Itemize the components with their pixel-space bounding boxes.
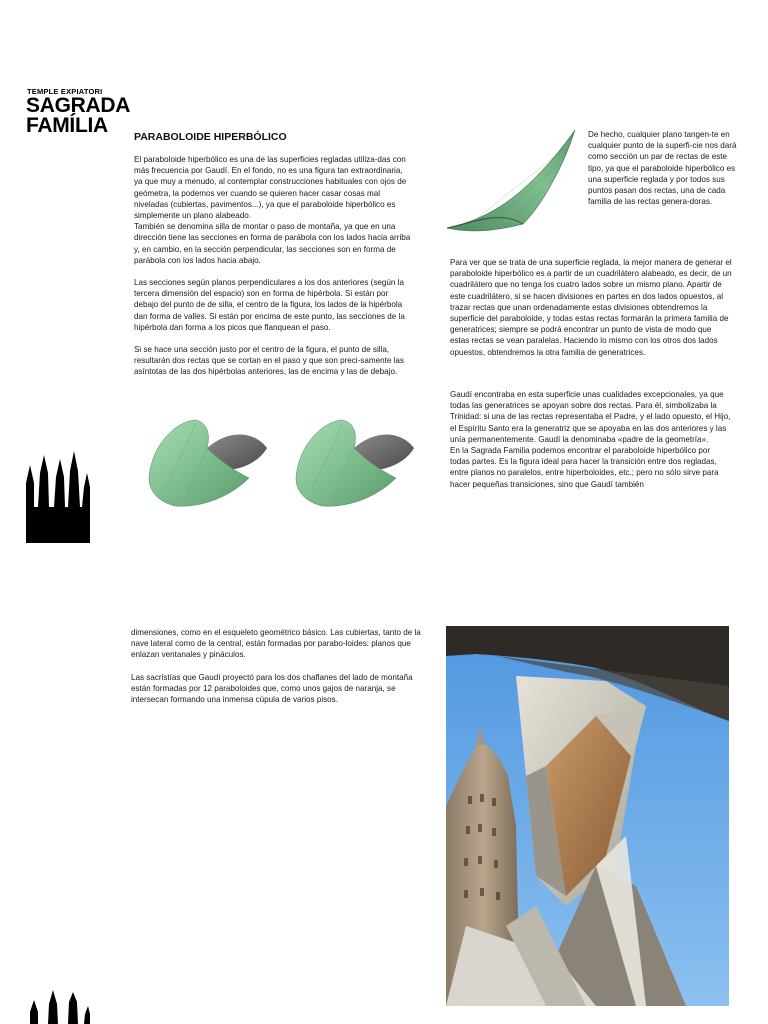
paragraph: Gaudí encontraba en esta superficie unas cualidades excepcionales, ya que todas las generatrices se apoyan sobre dos rectas. Para él, simbolizaba la Trinidad: si una de las rectas representaba el Padre, y el lado opuesto, el Hijo, el Espíritu Santo era la generatriz que se apoyaba en las dos anteriores y las unía permanentemente. Gaudí la denominaba «padre de la geometría». xyxy=(450,390,731,444)
right-column-text xyxy=(450,389,732,490)
paragraph: Las secciones según planos perpendiculares a los dos anteriores (según la tercera dimensión del espacio) son en forma de hipérbola. Si están por debajo del punto de de silla, el centro de la figura, los lados de la hipérbola dan forma de valles. Si están por encima de este punto, las secciones de la hipérbola dan forma a los picos que flanquean el paso. xyxy=(134,278,405,332)
logo-title-line2: FAMÍLIA xyxy=(26,114,108,137)
logo-title-line1: SAGRADA xyxy=(26,94,131,117)
sagrada-familia-silhouette-partial-icon xyxy=(26,990,90,1024)
bottom-column-text xyxy=(131,627,421,705)
sagrada-familia-silhouette-icon xyxy=(26,447,90,543)
paragraph: En la Sagrada Familia podemos encontrar el paraboloide hiperbólico por todas partes. Es la figura ideal para hacer la transición entre dos regladas, entre planos no paralelos, entre hiperboloides, etc.; pero no sólo sirve para hacer pequeñas transiciones, sino que Gaudí también xyxy=(450,446,719,489)
right-column-paragraph: Para ver que se trata de una superficie reglada, la mejor manera de generar el paraboloide hiperbólico es a partir de un cuadrilátero alabeado, es decir, de un cuadrilátero que no tenga los cuatro lados sobre un mismo plano. Apartir de este cuadrilátero, si se hacen divisiones en partes en dos lados opuestos, al trazar rectas que unan ordenadamente estas divisiones obtendremos la superficie del paraboloide, y todas estas rectas formarán la primera familia de generatrices; siempre se podrá encontrar un punto de vista de modo que estas rectas se vean paralelas. Haciendo lo mismo con los otros dos lados opuestos, obtendremos la otra familia de generatrices. xyxy=(450,258,732,357)
paragraph: El paraboloide hiperbólico es una de las superficies regladas utiliza-das con más frecuencia por Gaudí. En el fondo, no es una figura tan extraordinaria, ya que muy a menudo, al contemplar construcciones habituales con ojos de geómetra, la podemos ver cuando se quieren hacer casar cosas mal niveladas (cubiertas, pavimentos...), ya que el paraboloide hiperbólico es simplemente un plano alabeado. xyxy=(134,155,407,221)
logo-subtitle: TEMPLE EXPIATORI xyxy=(27,87,103,96)
right-top-text: De hecho, cualquier plano tangen-te en cualquier punto de la superfi-cie nos dará como sección un par de rectas de este tipo, ya que el paraboloide hiperbólico es una superficie reglada y por todos sus puntos pasan dos rectas, una de cada familia de las rectas genera-doras. xyxy=(588,130,737,207)
paragraph: También se denomina silla de montar o paso de montaña, ya que en una dirección tiene las secciones en forma de parábola con los lados hacia arriba y, en cambio, en la sección perpendicular, las secciones son en forma de parábola con los lados hacia abajo. xyxy=(134,222,411,265)
paragraph: Si se hace una sección justo por el centro de la figura, el punto de silla, resultarán dos rectas que se cortan en el paso y que son preci-samente las asíntotas de las dos hipérbolas anteriores, las de encima y las de debajo. xyxy=(134,345,404,377)
paraboloid-tilted-illustration xyxy=(445,128,580,240)
left-column-text xyxy=(134,154,412,378)
article-heading: PARABOLOIDE HIPERBÓLICO xyxy=(134,131,287,143)
saddle-surface-illustration-right xyxy=(292,418,417,510)
architecture-photo xyxy=(446,626,729,1006)
paragraph: dimensiones, como en el esqueleto geométrico básico. Las cubiertas, tanto de la nave lateral como de la central, están formadas por parabo-loides: planos que enlazan ventanales y pináculos. xyxy=(131,628,421,660)
saddle-surface-illustration-left xyxy=(145,418,270,510)
paragraph: Las sacristías que Gaudí proyectó para los dos chaflanes del lado de montaña están formadas por 12 paraboloides que, como unos gajos de naranja, se intersecan formando una inmensa cúpula de varios pisos. xyxy=(131,672,413,705)
logo-title xyxy=(26,96,130,136)
